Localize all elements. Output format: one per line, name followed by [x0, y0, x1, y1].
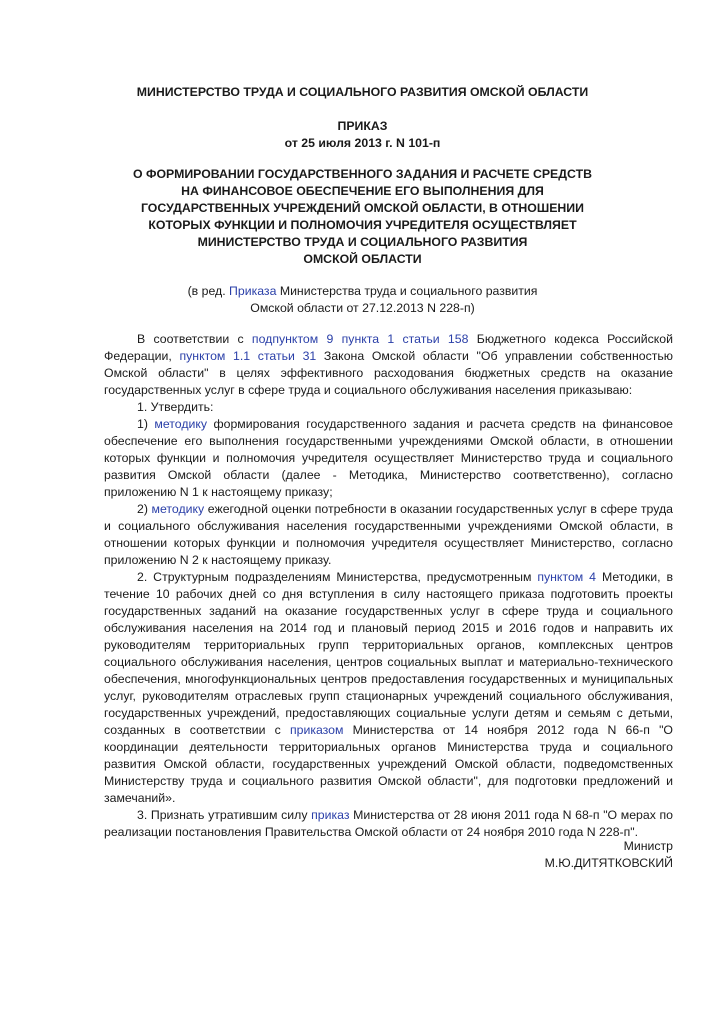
body-line — [104, 722, 673, 739]
text: Методики, в — [596, 570, 673, 584]
title-line: КОТОРЫХ ФУНКЦИИ И ПОЛНОМОЧИЯ УЧРЕДИТЕЛЯ ОСУЩЕСТВЛЯЕТ — [148, 218, 577, 232]
ministry-heading: МИНИСТЕРСТВО ТРУДА И СОЦИАЛЬНОГО РАЗВИТИЯ ОМСКОЙ ОБЛАСТИ — [136, 85, 589, 99]
doc-type: ПРИКАЗ — [337, 119, 388, 133]
body-line: обеспечения, многофункциональных центров предоставления государственных и муниципальных — [104, 672, 673, 686]
methodology-1-link[interactable]: методику — [154, 417, 208, 431]
title-line: О ФОРМИРОВАНИИ ГОСУДАРСТВЕННОГО ЗАДАНИЯ И РАСЧЕТЕ СРЕДСТВ — [133, 167, 592, 181]
revision-note — [60, 283, 665, 300]
body-line — [137, 416, 673, 433]
text: 2) — [137, 502, 152, 516]
body-line: услуг, руководителям отраслевых групп стационарных учреждений социального обслуживания, — [104, 689, 673, 703]
revision-order-link[interactable]: Приказа — [229, 284, 277, 298]
text: ежегодной оценки потребности в оказании государственных услуг в сфере труда — [204, 502, 673, 516]
body-line — [137, 331, 673, 348]
body-line — [137, 501, 673, 518]
body-line — [104, 348, 673, 365]
body-line: государственных услуг в сфере труда и социального обслуживания населения приказываю: — [104, 383, 633, 397]
order-66-link[interactable]: приказом — [289, 723, 344, 737]
text: Бюджетного кодекса Российской — [468, 332, 674, 346]
revision-text: (в ред. — [187, 284, 230, 298]
body-line: обслуживания населения на 2014 год и плановый период 2015 и 2016 годов и направить их — [104, 621, 673, 635]
title-line: НА ФИНАНСОВОЕ ОБЕСПЕЧЕНИЕ ЕГО ВЫПОЛНЕНИЯ ДЛЯ — [181, 184, 544, 198]
text: формирования государственного задания и расчета средств на финансовое — [207, 417, 673, 431]
text: 2. Структурным подразделениям Министерства, предусмотренным — [137, 570, 538, 584]
body-line: развития Омской области (далее - Методика, Министерство соответственно), согласно — [104, 468, 673, 482]
body-line: развития Омской области, государственных учреждений Омской области, подведомственных — [104, 757, 673, 771]
body-line: отношении которых функции и полномочия учредителя осуществляет Министерство, согласно — [104, 536, 673, 550]
text: Министерства от 14 ноября 2012 года N 66-п "О — [343, 723, 674, 737]
text: созданных в соответствии с — [104, 723, 290, 737]
body-line — [137, 807, 673, 824]
methodology-2-link[interactable]: методику — [151, 502, 205, 516]
body-line: социального обслуживания населения, центров социальных выплат и материально-технического — [104, 655, 673, 669]
signature-position: Министр — [623, 839, 673, 853]
body-line: реализации постановления Правительства Омской области от 24 ноября 2010 года N 228-п". — [104, 825, 639, 839]
body-line: приложению N 1 к настоящему приказу; — [104, 485, 333, 499]
title-line: ГОСУДАРСТВЕННЫХ УЧРЕЖДЕНИЙ ОМСКОЙ ОБЛАСТИ, В ОТНОШЕНИИ — [141, 201, 584, 215]
body-line: Министерству труда и социального развития Омской области", для подготовки предложений и — [104, 774, 673, 788]
text: Министерства от 28 июня 2011 года N 68-п "О мерах по — [349, 808, 673, 822]
body-line: течение 10 рабочих дней со дня вступления в силу настоящего приказа подготовить проекты — [104, 587, 673, 601]
body-line: координации деятельности территориальных органов Министерства труда и социального — [104, 740, 673, 754]
order-68-link[interactable]: приказ — [311, 808, 350, 822]
doc-date-number: от 25 июля 2013 г. N 101-п — [284, 136, 441, 150]
text: Закона Омской области "Об управлении собственностью — [316, 349, 673, 363]
text: 3. Признать утратившим силу — [137, 808, 312, 822]
title-line: МИНИСТЕРСТВО ТРУДА И СОЦИАЛЬНОГО РАЗВИТИЯ — [197, 235, 528, 249]
body-line: Омской области" в целях эффективного расходования бюджетных средств на оказание — [104, 366, 673, 380]
body-line: приложению N 2 к настоящему приказу. — [104, 553, 332, 567]
body-line: государственных учреждений, предоставляющих социальные услуги детям и семьям с детьми, — [104, 706, 673, 720]
text: 1) — [137, 417, 155, 431]
body-line: государственных заданий на оказание государственных услуг в сфере труда и социального — [104, 604, 673, 618]
body-line: 1. Утвердить: — [137, 400, 214, 414]
body-line — [137, 569, 673, 586]
omsk-law-link[interactable]: пунктом 1.1 статьи 31 — [179, 349, 317, 363]
budget-code-link[interactable]: подпунктом 9 пункта 1 статьи 158 — [251, 332, 469, 346]
body-line: руководителям территориальных групп территориальных органов, комплексных центров — [104, 638, 673, 652]
item-4-link[interactable]: пунктом 4 — [537, 570, 597, 584]
text: В соответствии с — [137, 332, 252, 346]
text: Федерации, — [104, 349, 180, 363]
title-line: ОМСКОЙ ОБЛАСТИ — [303, 252, 422, 266]
body-line: и социального обслуживания населения государственными учреждениями Омской области, в — [104, 519, 673, 533]
revision-note-line-2: Омской области от 27.12.2013 N 228-п) — [250, 301, 475, 315]
body-line: которых функции и полномочия учредителя осуществляет Министерство труда и социального — [104, 451, 673, 465]
body-line: обеспечение его выполнения государственными учреждениями Омской области, в отношении — [104, 434, 673, 448]
revision-text: Министерства труда и социального развития — [276, 284, 538, 298]
body-line: замечаний». — [104, 791, 176, 805]
signature-name: М.Ю.ДИТЯТКОВСКИЙ — [544, 856, 673, 870]
